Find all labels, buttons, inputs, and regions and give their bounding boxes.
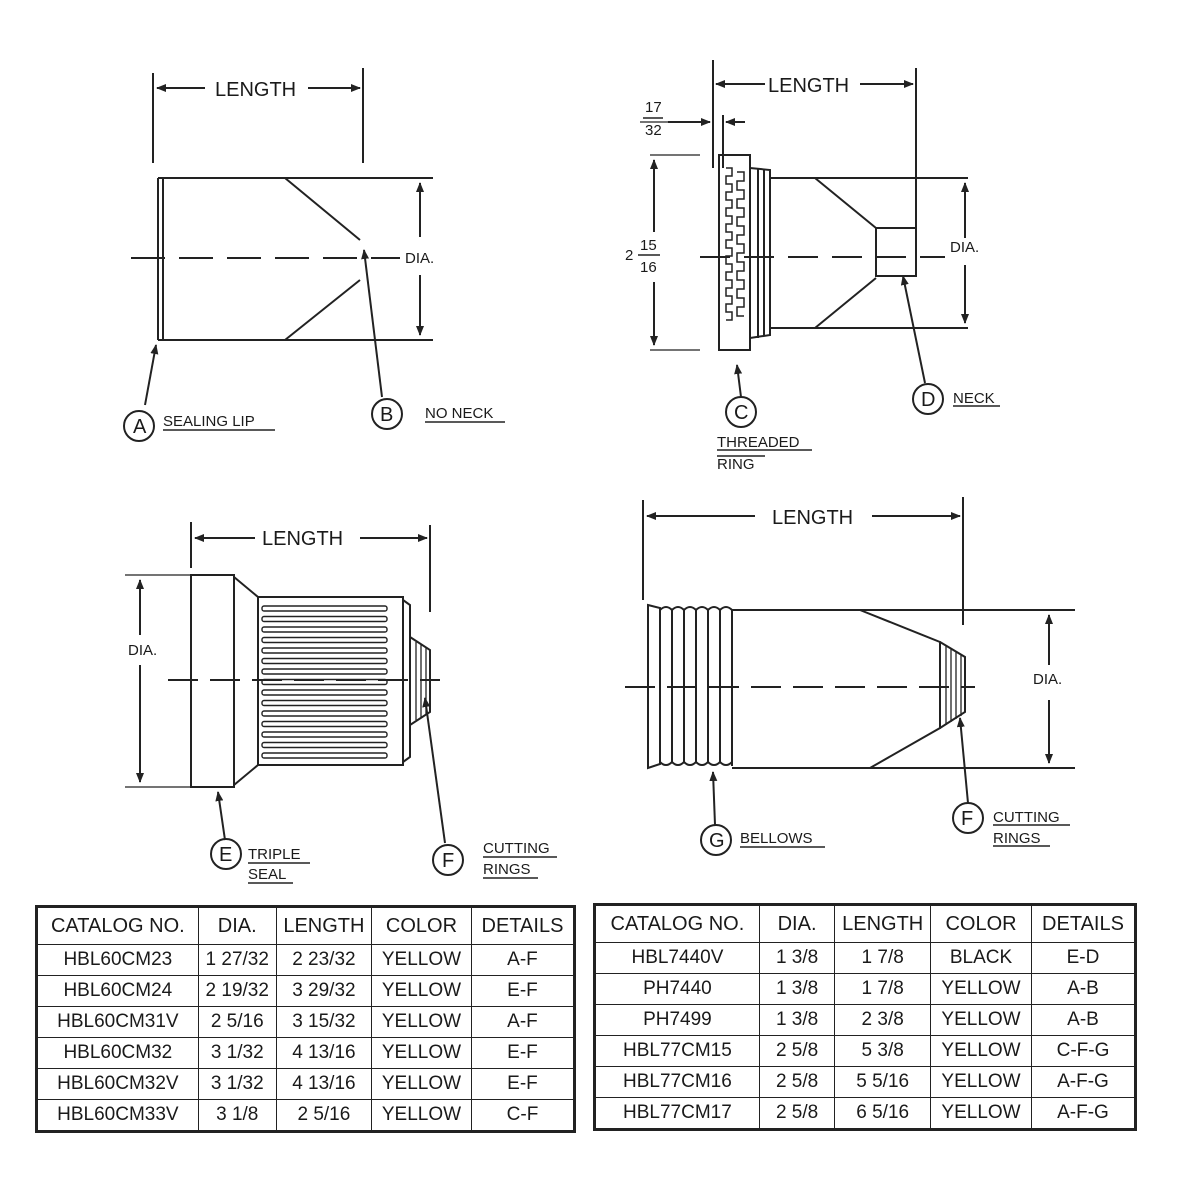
knurl-rib <box>262 753 387 758</box>
callout-text-threaded: THREADED <box>717 434 800 451</box>
cell-length: 3 29/32 <box>276 976 371 1007</box>
callout-letter-g: G <box>709 830 725 852</box>
knurl-rib <box>262 659 387 664</box>
cell-length: 6 5/16 <box>835 1098 931 1129</box>
knurl-rib <box>262 627 387 632</box>
table-body <box>596 943 1135 1129</box>
table-row <box>596 974 1135 1005</box>
dia-label: DIA. <box>128 642 158 659</box>
cell-length: 5 5/16 <box>835 1067 931 1098</box>
diagram-bellows <box>625 497 1075 855</box>
cell-dia: 1 3/8 <box>759 974 834 1005</box>
fraction-32: 32 <box>645 122 662 139</box>
cell-details: A-B <box>1031 1005 1134 1036</box>
diagram-sealing-lip <box>124 68 505 441</box>
cell-color: YELLOW <box>372 1007 472 1038</box>
cell-catalog-no: HBL60CM31V <box>38 1007 199 1038</box>
knurl-rib <box>262 690 387 695</box>
header-dia: DIA. <box>198 908 276 945</box>
table-row <box>38 976 574 1007</box>
length-label: LENGTH <box>768 75 850 97</box>
callout-text-rings: RINGS <box>483 861 531 878</box>
dia-label: DIA. <box>1033 671 1063 688</box>
catalog-table-left <box>37 907 574 1131</box>
cell-length: 1 7/8 <box>835 943 931 974</box>
cell-catalog-no: HBL60CM33V <box>38 1100 199 1131</box>
table-row <box>596 943 1135 974</box>
header-color: COLOR <box>372 908 472 945</box>
cell-color: YELLOW <box>372 945 472 976</box>
cell-dia: 1 3/8 <box>759 1005 834 1036</box>
cell-catalog-no: HBL60CM23 <box>38 945 199 976</box>
cell-catalog-no: HBL77CM17 <box>596 1098 760 1129</box>
cell-color: YELLOW <box>931 1067 1032 1098</box>
knurl-rib <box>262 743 387 748</box>
length-label: LENGTH <box>215 79 297 101</box>
cell-dia: 2 5/8 <box>759 1067 834 1098</box>
cell-catalog-no: HBL77CM16 <box>596 1067 760 1098</box>
knurl-rib <box>262 669 387 674</box>
cell-catalog-no: PH7499 <box>596 1005 760 1036</box>
cell-catalog-no: HBL7440V <box>596 943 760 974</box>
cell-details: C-F <box>471 1100 573 1131</box>
header-details: DETAILS <box>471 908 573 945</box>
fraction-16: 16 <box>640 259 657 276</box>
cell-details: E-F <box>471 976 573 1007</box>
diagram-threaded-ring <box>640 60 1000 456</box>
cell-color: YELLOW <box>372 1069 472 1100</box>
cell-color: YELLOW <box>931 1036 1032 1067</box>
callout-text-cutting: CUTTING <box>483 840 550 857</box>
cell-color: YELLOW <box>931 1098 1032 1129</box>
callout-letter-c: C <box>734 402 749 424</box>
knurl-rib <box>262 617 387 622</box>
catalog-table-right <box>595 905 1135 1129</box>
callout-letter-d: D <box>921 389 936 411</box>
cell-catalog-no: HBL60CM32V <box>38 1069 199 1100</box>
table-row <box>596 1005 1135 1036</box>
dia-label: DIA. <box>405 250 435 267</box>
table-row <box>38 1038 574 1069</box>
knurl-rib <box>262 711 387 716</box>
cell-dia: 2 5/16 <box>198 1007 276 1038</box>
cell-dia: 2 19/32 <box>198 976 276 1007</box>
table-body <box>38 945 574 1131</box>
callout-text-triple: TRIPLE <box>248 846 301 863</box>
cell-dia: 1 3/8 <box>759 943 834 974</box>
knurl-ribs <box>262 606 387 758</box>
dia-whole-number: 2 <box>625 247 634 264</box>
cell-details: E-F <box>471 1069 573 1100</box>
cell-color: YELLOW <box>372 1038 472 1069</box>
callout-text-cutting: CUTTING <box>993 809 1060 826</box>
table-row <box>38 1100 574 1131</box>
cell-details: A-B <box>1031 974 1134 1005</box>
knurl-rib <box>262 722 387 727</box>
cell-details: A-F-G <box>1031 1067 1134 1098</box>
header-catalog-no: CATALOG NO. <box>596 906 760 943</box>
cell-dia: 1 27/32 <box>198 945 276 976</box>
cell-dia: 2 5/8 <box>759 1036 834 1067</box>
cell-color: YELLOW <box>931 974 1032 1005</box>
table-row <box>38 1069 574 1100</box>
knurl-rib <box>262 638 387 643</box>
cell-color: YELLOW <box>372 976 472 1007</box>
cell-length: 5 3/8 <box>835 1036 931 1067</box>
cell-details: C-F-G <box>1031 1036 1134 1067</box>
callout-letter-f: F <box>442 850 455 872</box>
cell-details: A-F <box>471 1007 573 1038</box>
callout-text-bellows: BELLOWS <box>740 830 813 847</box>
callout-text-no-neck: NO NECK <box>425 405 494 422</box>
cell-catalog-no: PH7440 <box>596 974 760 1005</box>
cell-details: A-F-G <box>1031 1098 1134 1129</box>
callout-text-sealing-lip: SEALING LIP <box>163 413 255 430</box>
cell-catalog-no: HBL60CM32 <box>38 1038 199 1069</box>
callout-text-rings: RINGS <box>993 830 1041 847</box>
table-row <box>596 1098 1135 1129</box>
callout-text-seal: SEAL <box>248 866 287 883</box>
cell-dia: 3 1/8 <box>198 1100 276 1131</box>
cell-details: E-F <box>471 1038 573 1069</box>
cell-dia: 2 5/8 <box>759 1098 834 1129</box>
knurl-rib <box>262 732 387 737</box>
length-label: LENGTH <box>262 528 344 550</box>
header-length: LENGTH <box>835 906 931 943</box>
cell-length: 4 13/16 <box>276 1069 371 1100</box>
cell-color: BLACK <box>931 943 1032 974</box>
cell-length: 2 5/16 <box>276 1100 371 1131</box>
table-header-row <box>596 906 1135 943</box>
header-catalog-no: CATALOG NO. <box>38 908 199 945</box>
table-row <box>38 945 574 976</box>
table-row <box>596 1067 1135 1098</box>
callout-letter-e: E <box>219 844 233 866</box>
callout-text-ring: RING <box>717 456 755 473</box>
cell-details: A-F <box>471 945 573 976</box>
cell-length: 2 23/32 <box>276 945 371 976</box>
fraction-17: 17 <box>645 99 662 116</box>
cell-dia: 3 1/32 <box>198 1069 276 1100</box>
header-color: COLOR <box>931 906 1032 943</box>
cell-length: 4 13/16 <box>276 1038 371 1069</box>
header-details: DETAILS <box>1031 906 1134 943</box>
cell-catalog-no: HBL77CM15 <box>596 1036 760 1067</box>
cell-length: 3 15/32 <box>276 1007 371 1038</box>
table-row <box>596 1036 1135 1067</box>
table-header-row <box>38 908 574 945</box>
dia-label: DIA. <box>950 239 980 256</box>
callout-letter-b: B <box>380 404 394 426</box>
knurl-rib <box>262 606 387 611</box>
cell-details: E-D <box>1031 943 1134 974</box>
cell-color: YELLOW <box>931 1005 1032 1036</box>
knurl-rib <box>262 701 387 706</box>
fraction-15: 15 <box>640 237 657 254</box>
knurl-rib <box>262 648 387 653</box>
cell-catalog-no: HBL60CM24 <box>38 976 199 1007</box>
header-length: LENGTH <box>276 908 371 945</box>
cell-color: YELLOW <box>372 1100 472 1131</box>
callout-letter-f: F <box>961 808 974 830</box>
cell-length: 1 7/8 <box>835 974 931 1005</box>
length-label: LENGTH <box>772 507 854 529</box>
header-dia: DIA. <box>759 906 834 943</box>
callout-text-neck: NECK <box>953 390 995 407</box>
cell-dia: 3 1/32 <box>198 1038 276 1069</box>
cell-length: 2 3/8 <box>835 1005 931 1036</box>
table-row <box>38 1007 574 1038</box>
callout-letter-a: A <box>133 416 147 438</box>
